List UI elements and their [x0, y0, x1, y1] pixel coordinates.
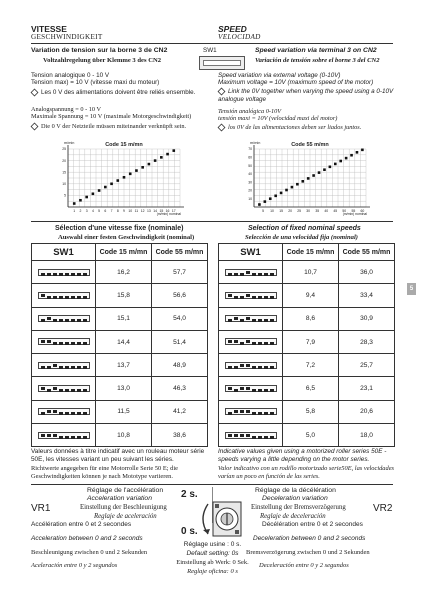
- code15-cell: 13,0: [96, 377, 152, 400]
- fixed-right-title-es: Selección de una velocidad fija (nominal): [245, 234, 358, 241]
- table-row: [32, 330, 208, 353]
- table-row: [32, 400, 208, 423]
- accel-de: Beschleunigung zwischen 0 und 2 Sekunden: [31, 549, 148, 556]
- data-point: [307, 177, 310, 180]
- header-left-sub: GESCHWINDIGKEIT: [31, 33, 103, 41]
- x-tick-label: 55: [351, 209, 356, 213]
- dip-switch-icon: [38, 385, 90, 392]
- code55-cell: 30,9: [339, 307, 395, 330]
- x-tick-label: 30: [306, 209, 311, 213]
- x-tick-label: 10: [128, 209, 133, 213]
- data-point: [274, 195, 277, 198]
- accel-fr: Accélération entre 0 et 2 secondes: [31, 521, 132, 528]
- col-header-code55: Code 55 m/mn: [152, 244, 208, 261]
- note-text: Link the 0V together when varying the speed using a 0-10V analogue voltage: [218, 88, 394, 103]
- code55-cell: 18,0: [339, 424, 395, 447]
- fixed-right-title-en: Selection of fixed nominal speeds: [248, 225, 361, 232]
- header-left-title: VITESSE: [31, 24, 67, 34]
- table-header-row: [219, 244, 395, 261]
- vr1-label: VR1: [31, 503, 51, 514]
- data-point: [280, 192, 283, 195]
- chart-code-55: [238, 137, 383, 217]
- sw1-cell: [32, 354, 96, 377]
- cn2-right-title-en: Speed variation via terminal 3 on CN2: [255, 47, 377, 54]
- y-tick-label: 10: [62, 182, 66, 186]
- x-tick-label: 9: [123, 209, 125, 213]
- decel-fr: Décélération entre 0 et 2 secondes: [262, 521, 363, 528]
- dip-switch-icon: [225, 385, 277, 392]
- table-row: [219, 400, 395, 423]
- code15-cell: 6,5: [283, 377, 339, 400]
- pot-default-es: Reglaje oficina: 0 s: [187, 568, 238, 575]
- values-note-es: Valor indicativo con un rodillo motorizado serie50E, las velocidades varían un poco en función de las series.: [218, 465, 395, 480]
- fixed-speed-table-right: [218, 243, 395, 447]
- data-point: [98, 189, 101, 192]
- data-point: [301, 180, 304, 183]
- data-point: [79, 199, 82, 202]
- y-tick-label: 60: [248, 155, 252, 160]
- data-point: [123, 176, 126, 179]
- dip-switch-icon: [38, 315, 90, 322]
- fixed-left-title-fr: Sélection d'une vitesse fixe (nominale): [55, 225, 184, 232]
- sw1-cell: [219, 284, 283, 307]
- data-point: [356, 151, 359, 154]
- dip-switch-icon: [38, 338, 90, 345]
- cn2-left-note-de: [31, 123, 186, 130]
- x-tick-label: 15: [159, 209, 164, 213]
- x-tick-label: 10: [270, 209, 274, 213]
- code15-cell: 8,6: [283, 307, 339, 330]
- code55-cell: 46,3: [152, 377, 208, 400]
- code55-cell: 56,6: [152, 284, 208, 307]
- code55-cell: 23,1: [339, 377, 395, 400]
- data-point: [312, 174, 315, 177]
- x-tick-label: 11: [134, 209, 139, 213]
- x-tick-label: 8: [116, 209, 119, 213]
- x-tick-label: 3: [85, 209, 88, 213]
- y-axis-label: m/min: [64, 141, 75, 145]
- data-point: [323, 168, 326, 171]
- code15-cell: 16,2: [96, 261, 152, 284]
- code55-cell: 25,7: [339, 354, 395, 377]
- data-point: [264, 200, 267, 203]
- data-point: [350, 154, 353, 157]
- y-tick-label: 25: [62, 147, 66, 152]
- data-point: [258, 203, 261, 206]
- sw1-cell: [32, 377, 96, 400]
- data-point: [166, 153, 169, 156]
- x-axis-label: (m/min) nominal: [342, 212, 367, 216]
- note-text: Les 0 V des alimentations doivent être reliés ensemble.: [41, 89, 196, 97]
- dip-switch-icon: [225, 338, 277, 345]
- x-tick-label: 7: [110, 209, 113, 213]
- dip-switch-icon: [225, 315, 277, 322]
- table-row: [32, 354, 208, 377]
- accel-title-en: Acceleration variation: [87, 495, 152, 502]
- data-point: [141, 166, 144, 169]
- cn2-right-note-es: [218, 124, 361, 131]
- cn2-left-l1-fr: Tension analogique 0 - 10 V: [31, 72, 110, 79]
- y-tick-label: 20: [62, 158, 66, 163]
- cn2-left-l2-fr: Tension max) = 10 V (vitesse maxi du moteur): [31, 79, 160, 86]
- x-tick-label: 35: [315, 209, 320, 213]
- x-tick-label: 5: [98, 209, 101, 213]
- col-header-code15: Code 15 m/mn: [96, 244, 152, 261]
- sw1-cell: [32, 400, 96, 423]
- pot-default-de: Einstellung ab Werk: 0 Sek.: [176, 559, 249, 566]
- x-tick-label: 1: [73, 209, 76, 213]
- cn2-left-l2-de: Maximale Spannung = 10 V (maximale Motorgeschwindigkeit): [31, 113, 192, 120]
- code15-cell: 14,4: [96, 330, 152, 353]
- warning-icon: [31, 89, 39, 97]
- pot-top-label: 2 s.: [181, 489, 198, 500]
- code55-cell: 51,4: [152, 330, 208, 353]
- x-tick-label: 5: [262, 209, 264, 213]
- y-axis-label: m/min: [250, 141, 261, 145]
- values-note-de: Richtwerte angegeben für eine Motorrolle Serie 50 E; die Geschwindigkeiten können je nach Mototype variieren.: [31, 465, 178, 480]
- code15-cell: 7,9: [283, 330, 339, 353]
- decel-title-es: Reglaje de deceleración: [260, 513, 326, 520]
- decel-title-en: Deceleration variation: [262, 495, 328, 502]
- fixed-speed-table-left: [31, 243, 208, 447]
- code55-cell: 20,6: [339, 400, 395, 423]
- y-tick-label: 5: [64, 193, 66, 198]
- table-row: [32, 284, 208, 307]
- code15-cell: 7,2: [283, 354, 339, 377]
- data-point: [334, 163, 337, 166]
- note-text: Die 0 V der Netzteile müssen miteinander verknüpft sein.: [41, 123, 187, 130]
- sw1-cell: [32, 424, 96, 447]
- x-tick-label: 12: [140, 209, 145, 213]
- x-tick-label: 15: [279, 209, 283, 213]
- data-point: [129, 173, 132, 176]
- y-tick-label: 15: [62, 170, 66, 175]
- table-row: [219, 424, 395, 447]
- y-tick-label: 10: [248, 196, 252, 201]
- y-tick-label: 20: [248, 188, 252, 193]
- data-point: [345, 157, 348, 160]
- x-tick-label: 13: [146, 209, 151, 213]
- code15-cell: 15,1: [96, 307, 152, 330]
- potentiometer-icon: [190, 495, 250, 543]
- code55-cell: 28,3: [339, 330, 395, 353]
- values-note-en: Indicative values given using a motorized roller series 50E - speeds varying a little depending on the motor series.: [218, 448, 387, 463]
- code15-cell: 10,7: [283, 261, 339, 284]
- data-point: [172, 149, 175, 152]
- x-tick-label: 2: [79, 209, 82, 213]
- sw1-dip-switch-illustration: [199, 56, 245, 70]
- table-row: [32, 377, 208, 400]
- table-row: [219, 330, 395, 353]
- x-tick-label: 16: [165, 209, 170, 213]
- accel-es: Aceleración entre 0 y 2 segundos: [31, 562, 118, 569]
- data-point: [269, 197, 272, 200]
- header-right-sub: VELOCIDAD: [218, 33, 261, 41]
- pot-default-fr: Réglage usine : 0 s.: [183, 541, 242, 548]
- x-tick-label: 17: [171, 209, 176, 213]
- y-tick-label: 40: [248, 172, 252, 177]
- data-point: [148, 163, 151, 166]
- sw1-cell: [219, 377, 283, 400]
- x-tick-label: 40: [324, 209, 329, 213]
- dip-switch-icon: [38, 408, 90, 415]
- x-tick-label: 14: [153, 209, 158, 213]
- x-tick-label: 6: [104, 209, 107, 213]
- code55-cell: 54,0: [152, 307, 208, 330]
- col-header-sw1: SW1: [219, 244, 283, 261]
- cn2-right-l2-en: Maximum voltage = 10V (maximum speed of the motor): [218, 79, 374, 86]
- data-point: [116, 179, 119, 182]
- code55-cell: 36,0: [339, 261, 395, 284]
- cn2-left-l1-de: Analogspannung = 0 - 10 V: [31, 106, 102, 113]
- data-point: [110, 183, 113, 186]
- warning-icon: [218, 88, 226, 96]
- chart-title: Code 15 m/mn: [105, 142, 143, 148]
- dip-switch-icon: [38, 432, 90, 439]
- accel-en: Acceleration between 0 and 2 seconds: [31, 535, 143, 542]
- sw1-cell: [32, 330, 96, 353]
- col-header-sw1: SW1: [32, 244, 96, 261]
- dip-switch-icon: [38, 292, 90, 299]
- table-row: [219, 354, 395, 377]
- sw1-cell: [219, 330, 283, 353]
- chart-title: Code 55 m/mn: [291, 142, 329, 148]
- data-point: [361, 149, 364, 152]
- col-header-code15: Code 15 m/mn: [283, 244, 339, 261]
- sw1-cell: [32, 261, 96, 284]
- code55-cell: 48,9: [152, 354, 208, 377]
- x-axis-label: (m/min) nominal: [156, 212, 181, 216]
- table-row: [32, 424, 208, 447]
- vr2-label: VR2: [373, 503, 393, 514]
- data-point: [329, 166, 332, 169]
- warning-icon: [218, 124, 226, 132]
- y-tick-label: 70: [248, 147, 252, 152]
- decel-en: Deceleration between 0 and 2 seconds: [253, 535, 366, 542]
- decel-es: Deceleración entre 0 y 2 segundos: [259, 562, 349, 569]
- cn2-left-title-fr: Variation de tension sur la borne 3 de CN2: [31, 47, 168, 54]
- code15-cell: 15,8: [96, 284, 152, 307]
- dip-switch-icon: [225, 292, 277, 299]
- table-row: [32, 261, 208, 284]
- data-point: [285, 189, 288, 192]
- sw1-cell: [219, 424, 283, 447]
- sw1-cell: [219, 400, 283, 423]
- data-point: [92, 192, 95, 195]
- data-point: [318, 171, 321, 174]
- y-tick-label: 30: [248, 180, 252, 185]
- dip-switch-icon: [38, 362, 90, 369]
- code55-cell: 57,7: [152, 261, 208, 284]
- pot-bottom-label: 0 s.: [181, 526, 198, 537]
- code55-cell: 41,2: [152, 400, 208, 423]
- dip-switch-icon: [225, 408, 277, 415]
- sw1-label: SW1: [203, 47, 217, 54]
- code15-cell: 5,8: [283, 400, 339, 423]
- warning-icon: [31, 123, 39, 131]
- cn2-right-title-es: Variación de tensión sobre el borne 3 del CN2: [255, 57, 380, 64]
- decel-title-de: Einstellung der Bremsverzögerung: [251, 504, 346, 511]
- table-row: [219, 377, 395, 400]
- table-row: [219, 284, 395, 307]
- x-tick-label: 4: [91, 209, 94, 213]
- header-right-title: SPEED: [218, 24, 247, 34]
- x-tick-label: 45: [333, 209, 338, 213]
- code15-cell: 5,0: [283, 424, 339, 447]
- sw1-cell: [219, 261, 283, 284]
- table-header-row: [32, 244, 208, 261]
- decel-de: Bremsverzögerung zwischen 0 und 2 Sekunden: [246, 549, 370, 556]
- cn2-right-l1-es: Tensión analógica 0-10V: [218, 108, 282, 115]
- accel-title-fr: Réglage de l'accélération: [87, 487, 164, 494]
- code55-cell: 33,4: [339, 284, 395, 307]
- cn2-right-l2-es: tensión maxi = 10V (velocidad maxi del motor): [218, 115, 338, 122]
- dip-switch-icon: [225, 432, 277, 439]
- sw1-cell: [32, 307, 96, 330]
- cn2-right-note-en: [218, 88, 396, 103]
- values-note-fr: Valeurs données à titre indicatif avec un rouleau moteur série 50E, les vitesses variant un peu suivant les séries.: [31, 448, 205, 463]
- chart-code-15: [52, 137, 197, 217]
- header-rule: [31, 43, 393, 44]
- code55-cell: 38,6: [152, 424, 208, 447]
- data-point: [73, 202, 76, 205]
- code15-cell: 10,8: [96, 424, 152, 447]
- sw1-cell: [32, 284, 96, 307]
- code15-cell: 9,4: [283, 284, 339, 307]
- dip-switch-icon: [225, 269, 277, 276]
- x-tick-label: 25: [297, 209, 302, 213]
- decel-title-fr: Réglage de la décélération: [255, 487, 336, 494]
- sw1-cell: [219, 354, 283, 377]
- x-tick-label: 50: [342, 209, 347, 213]
- col-header-code55: Code 55 m/mn: [339, 244, 395, 261]
- data-point: [160, 156, 163, 159]
- data-point: [154, 159, 157, 162]
- y-tick-label: 50: [248, 163, 252, 168]
- x-tick-label: 20: [288, 209, 293, 213]
- table-row: [219, 261, 395, 284]
- pot-default-en: Default setting: 0s: [186, 550, 239, 557]
- note-text: los 0V de las alimentaciones deben ser liados juntos.: [228, 124, 362, 131]
- fixed-left-title-de: Auswahl einer festen Geschwindigkeit (nominal): [58, 234, 195, 241]
- cn2-left-title-de: Voltzahlregelung über Klemme 3 des CN2: [43, 57, 162, 64]
- accel-title-de: Einstellung der Beschleunigung: [80, 504, 167, 511]
- accel-title-es: Reglaje de aceleración: [94, 513, 157, 520]
- data-point: [104, 186, 107, 189]
- dip-switch-icon: [225, 362, 277, 369]
- table-row: [219, 307, 395, 330]
- data-point: [85, 196, 88, 199]
- table-row: [32, 307, 208, 330]
- data-point: [291, 186, 294, 189]
- cn2-right-l1-en: Speed variation via external voltage (0-10V): [218, 72, 341, 79]
- code15-cell: 11,5: [96, 400, 152, 423]
- section-rule-1: [31, 221, 393, 222]
- code15-cell: 13,7: [96, 354, 152, 377]
- data-point: [135, 169, 138, 172]
- data-point: [296, 183, 299, 186]
- x-tick-label: 60: [360, 209, 365, 213]
- data-point: [339, 160, 342, 163]
- cn2-left-note-fr: [31, 89, 195, 97]
- sw1-cell: [219, 307, 283, 330]
- page-tab: 5: [407, 283, 416, 295]
- dip-switch-icon: [38, 269, 90, 276]
- section-rule-2: [31, 484, 393, 485]
